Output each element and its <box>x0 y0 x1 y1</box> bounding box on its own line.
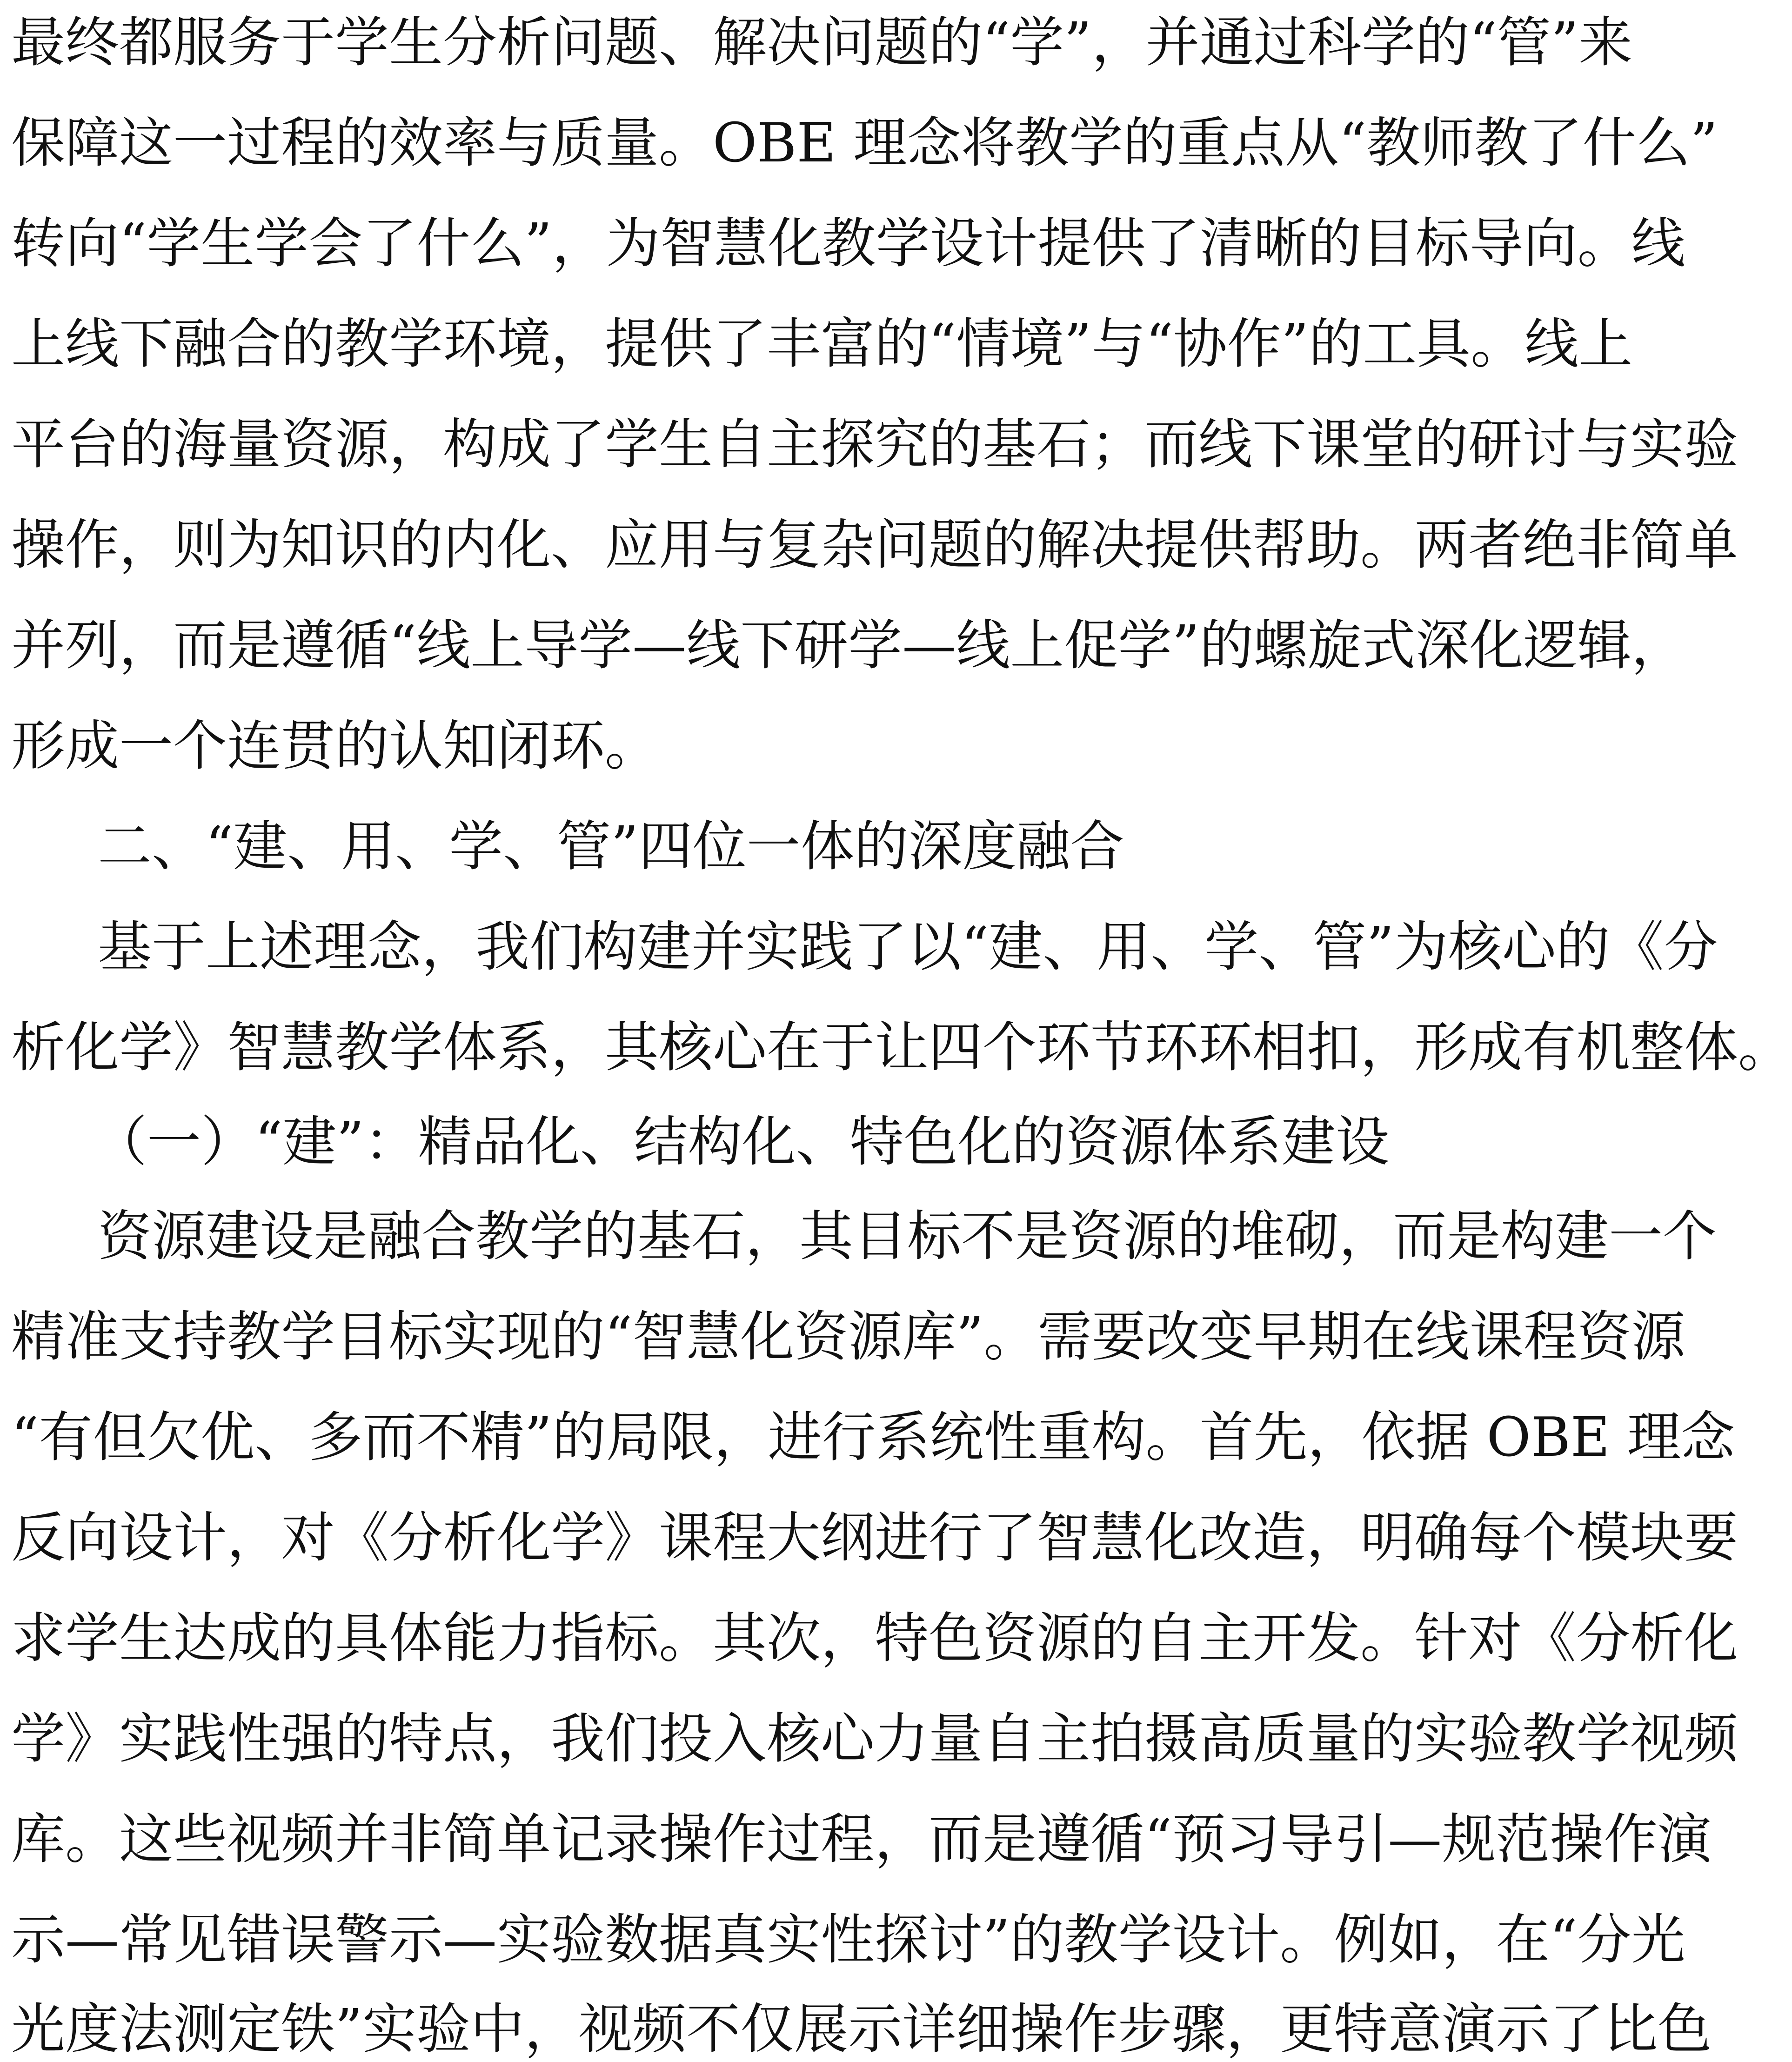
paragraph-line: 保障这一过程的效率与质量。OBE 理念将教学的重点从“教师教了什么” <box>11 112 1718 174</box>
paragraph-line: 平台的海量资源，构成了学生自主探究的基石；而线下课堂的研讨与实验 <box>11 413 1738 476</box>
paragraph-line: 资源建设是融合教学的基石，其目标不是资源的堆砌，而是构建一个 <box>98 1205 1717 1268</box>
paragraph-line: 示—常见错误警示—实验数据真实性探讨”的教学设计。例如，在“分光 <box>11 1908 1685 1971</box>
subsection-heading: （一）“建”：精品化、结构化、特色化的资源体系建设 <box>93 1111 1390 1173</box>
paragraph-line: 求学生达成的具体能力指标。其次，特色资源的自主开发。针对《分析化 <box>11 1607 1738 1670</box>
paragraph-line: 反向设计，对《分析化学》课程大纲进行了智慧化改造，明确每个模块要 <box>11 1506 1738 1569</box>
paragraph-line: 精准支持教学目标实现的“智慧化资源库”。需要改变早期在线课程资源 <box>11 1305 1685 1368</box>
paragraph-line: 最终都服务于学生分析问题、解决问题的“学”，并通过科学的“管”来 <box>11 11 1633 74</box>
paragraph-line: 库。这些视频并非简单记录操作过程，而是遵循“预习导引—规范操作演 <box>11 1808 1712 1871</box>
paragraph-line: 学》实践性强的特点，我们投入核心力量自主拍摄高质量的实验教学视频 <box>11 1707 1738 1770</box>
paragraph-line: 光度法测定铁”实验中，视频不仅展示详细操作步骤，更特意演示了比色 <box>11 1998 1712 2061</box>
paragraph-line: 上线下融合的教学环境，提供了丰富的“情境”与“协作”的工具。线上 <box>11 313 1633 375</box>
paragraph-line: 操作，则为知识的内化、应用与复杂问题的解决提供帮助。两者绝非简单 <box>11 514 1738 576</box>
paragraph-line: “有但欠优、多而不精”的局限，进行系统性重构。首先，依据 OBE 理念 <box>11 1406 1735 1469</box>
paragraph-line: 析化学》智慧教学体系，其核心在于让四个环节环环相扣，形成有机整体。 <box>11 1016 1792 1079</box>
section-heading: 二、“建、用、学、管”四位一体的深度融合 <box>98 815 1124 878</box>
paragraph-line: 转向“学生学会了什么”，为智慧化教学设计提供了清晰的目标导向。线 <box>11 212 1685 275</box>
paragraph-line: 基于上述理念，我们构建并实践了以“建、用、学、管”为核心的《分 <box>98 916 1718 978</box>
paragraph-line: 形成一个连贯的认知闭环。 <box>11 715 659 777</box>
paragraph-line: 并列，而是遵循“线上导学—线下研学—线上促学”的螺旋式深化逻辑， <box>11 614 1685 677</box>
